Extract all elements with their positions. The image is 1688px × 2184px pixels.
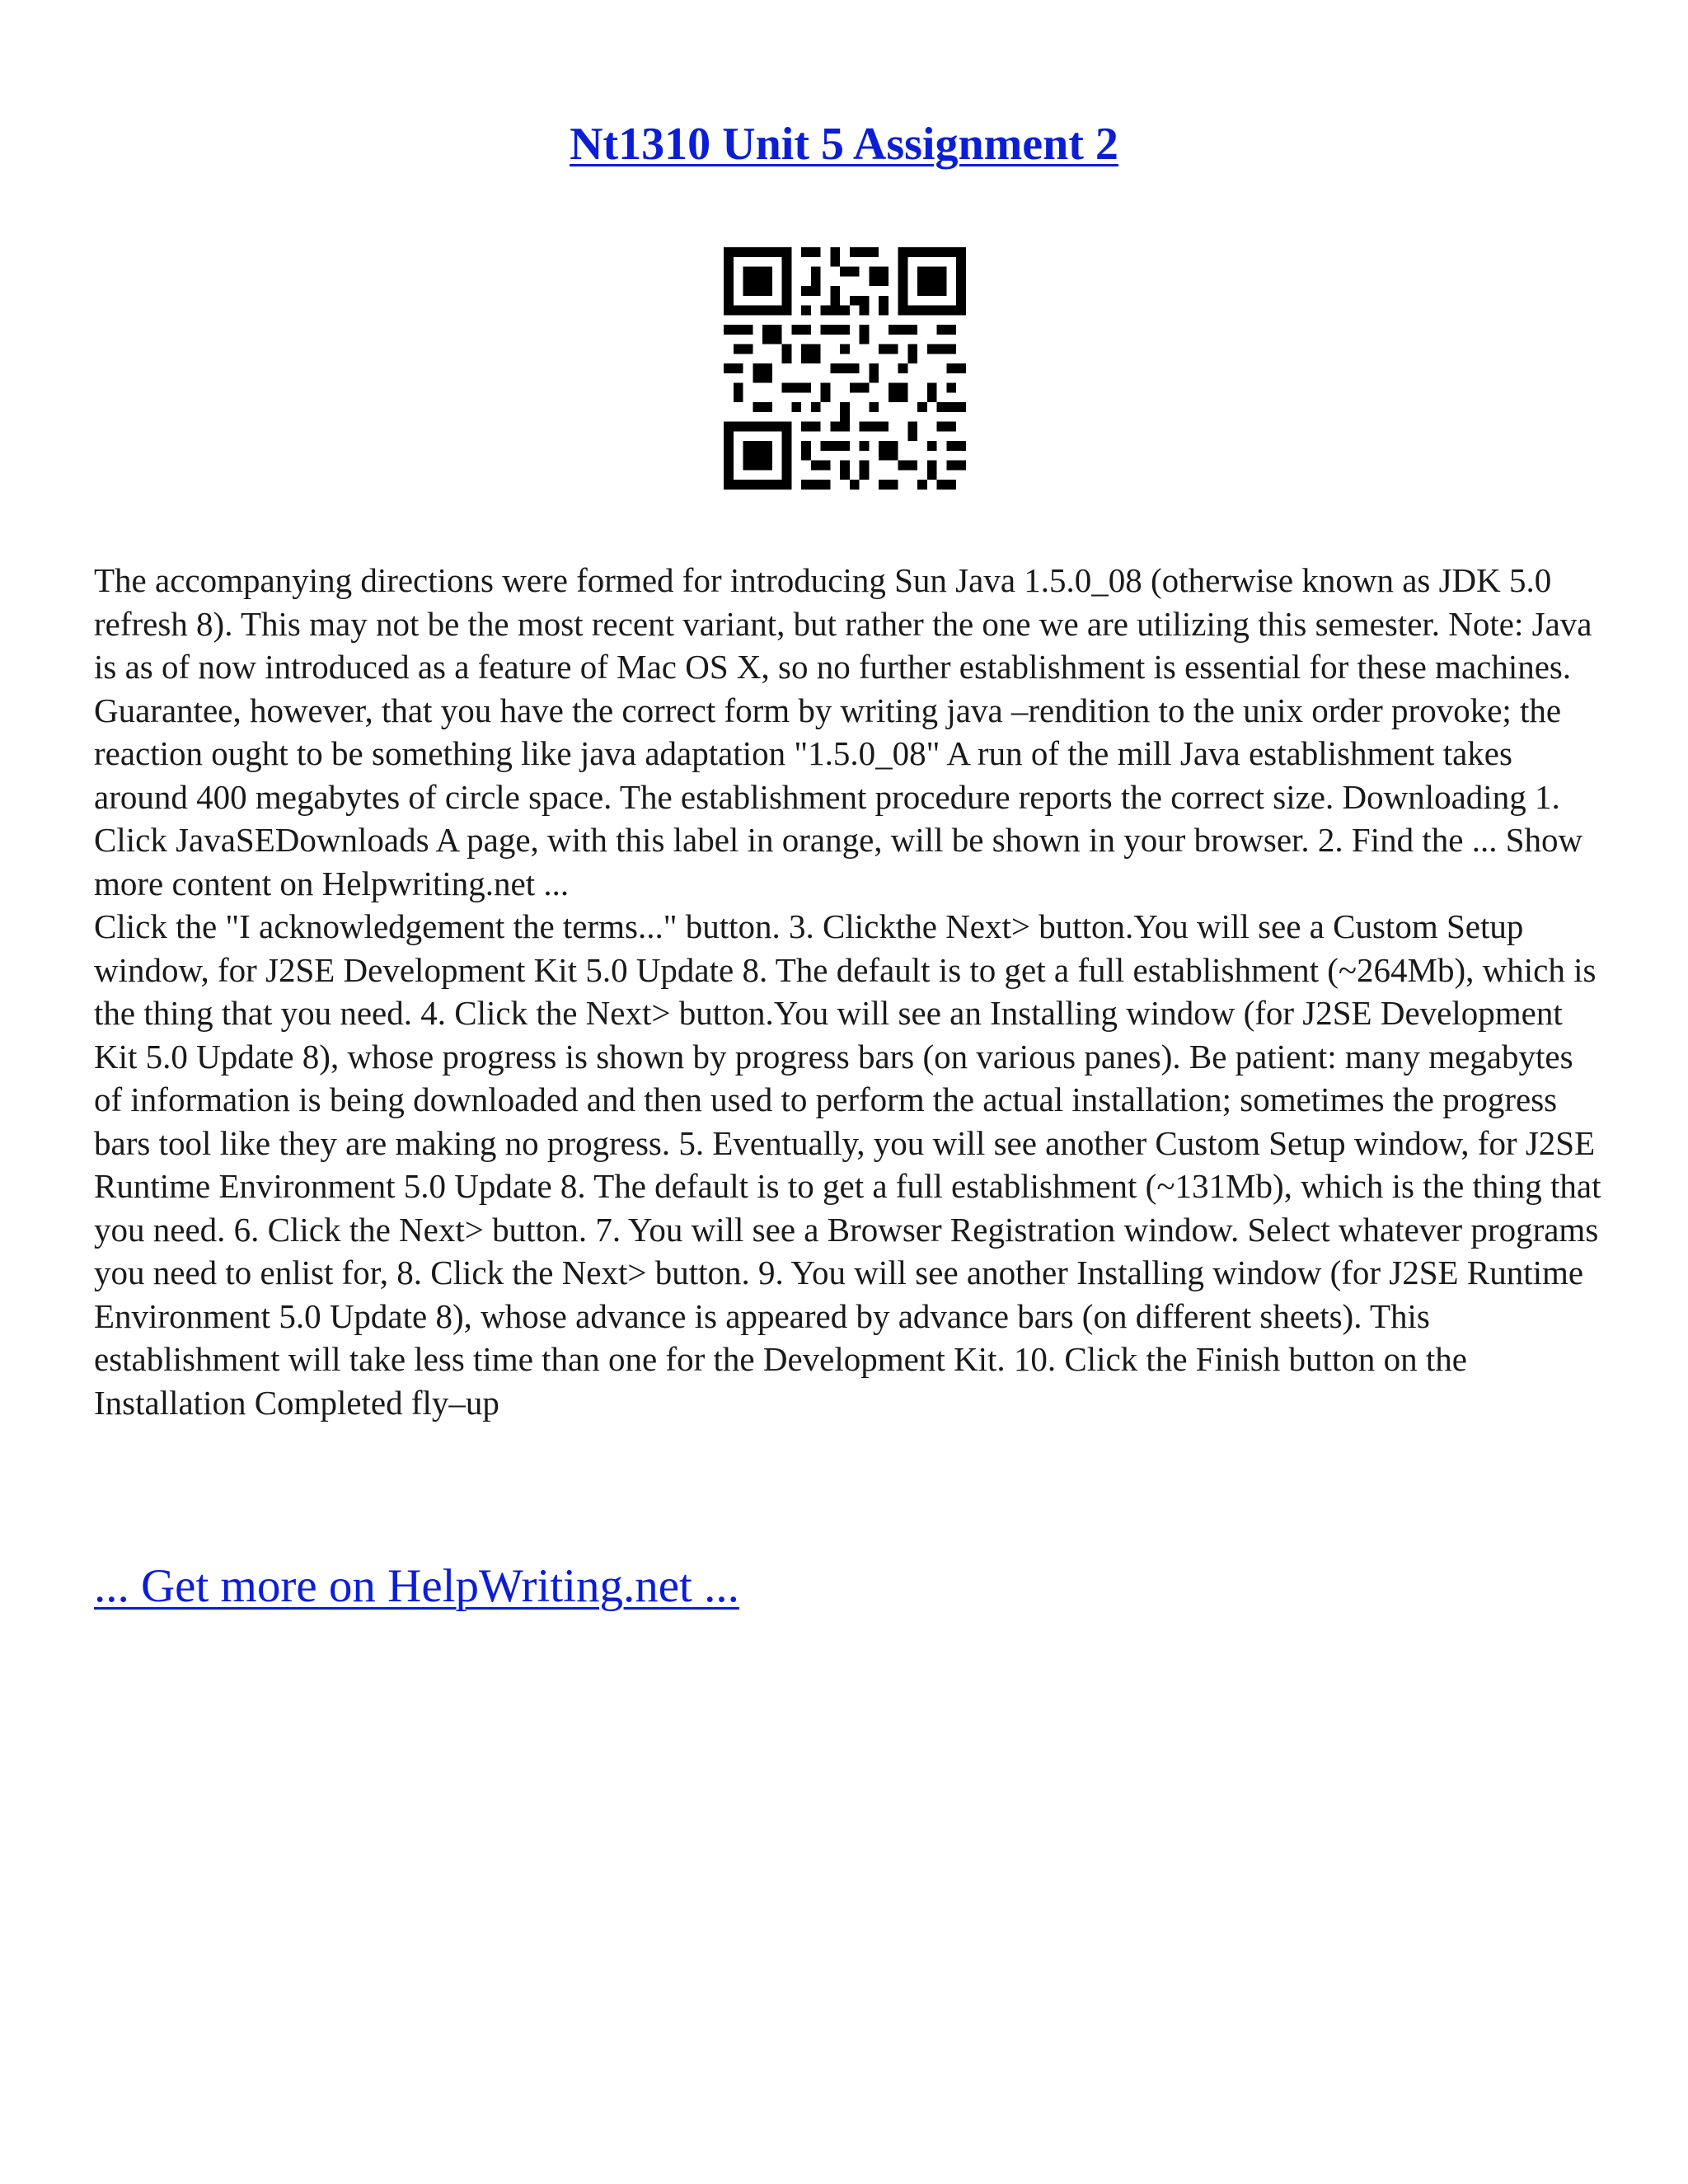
body-paragraph-1: The accompanying directions were formed for introducing Sun Java 1.5.0_08 (otherwise known as JDK 5.0 refresh 8). This may not be the most recent variant, but rather the one we are utilizing this semester. Note: Java is as of now introduced as a feature of Mac OS X, so no further establishment is essential for these machines. Guarantee, however, that you have the correct form by writing java –rendition to the unix order provoke; the reaction ought to be something like java adaptation "1.5.0_08" A run of the mill Java establishment takes around 400 megabytes of circle space. The establishment procedure reports the correct size. Downloading 1. Click JavaSEDownloads A page, with this label in orange, will be shown in your browser. 2. Find the ... Show more content on Helpwriting.net ... — [94, 561, 1592, 902]
document-body — [94, 559, 1602, 1424]
document-title-link[interactable]: Nt1310 Unit 5 Assignment 2 — [570, 119, 1118, 170]
document-title-heading — [0, 115, 1688, 173]
get-more-link-container — [94, 1558, 739, 1615]
get-more-link[interactable]: ... Get more on HelpWriting.net ... — [94, 1560, 739, 1612]
qr-code-icon — [724, 247, 966, 490]
body-paragraph-2: Click the "I acknowledgement the terms..." button. 3. Clickthe Next> button.You will see a Custom Setup window, for J2SE Development Kit 5.0 Update 8. The default is to get a full establishment (~264Mb), which is the thing that you need. 4. Click the Next> button.You will see an Installing window (for J2SE Development Kit 5.0 Update 8), whose progress is shown by progress bars (on various panes). Be patient: many megabytes of information is being downloaded and then used to perform the actual installation; sometimes the progress bars tool like they are making no progress. 5. Eventually, you will see another Custom Setup window, for J2SE Runtime Environment 5.0 Update 8. The default is to get a full establishment (~131Mb), which is the thing that you need. 6. Click the Next> button. 7. You will see a Browser Registration window. Select whatever programs you need to enlist for, 8. Click the Next> button. 9. You will see another Installing window (for J2SE Runtime Environment 5.0 Update 8), whose advance is appeared by advance bars (on different sheets). This establishment will take less time than one for the Development Kit. 10. Click the Finish button on the Installation Completed fly–up — [94, 907, 1601, 1422]
